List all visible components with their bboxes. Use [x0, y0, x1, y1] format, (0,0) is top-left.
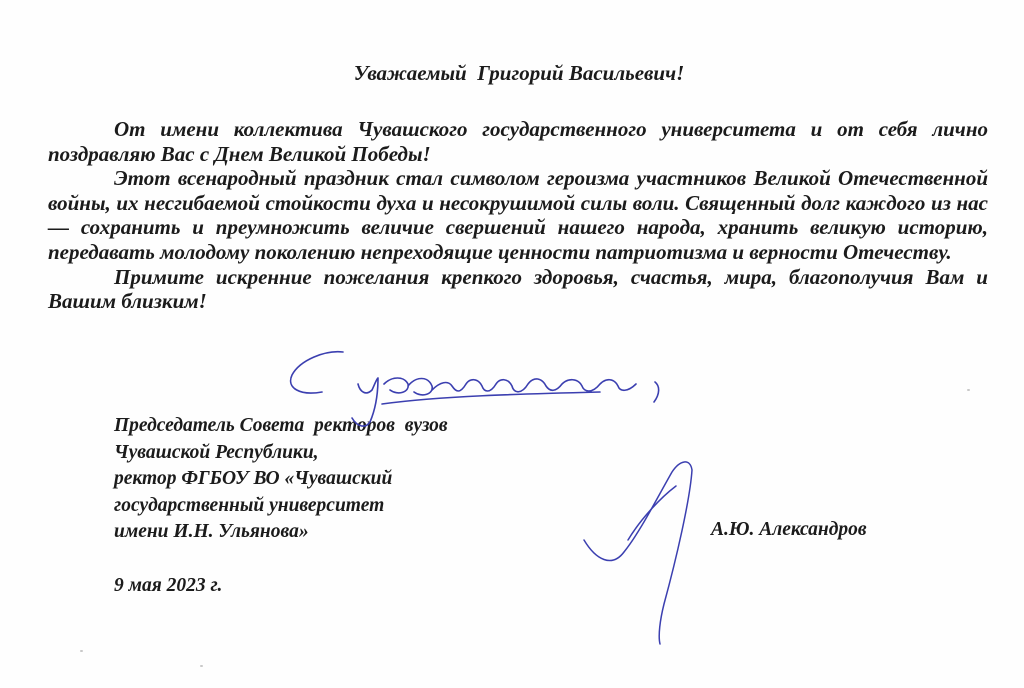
- paragraph-congratulation: От имени коллектива Чувашского государственного университета и от себя лично поздравляю Вас с Днем Великой Победы!: [48, 117, 988, 166]
- letter-greeting: Уважаемый Григорий Васильевич!: [353, 61, 685, 85]
- signatory-title-line: Чувашской Республики,: [114, 441, 319, 463]
- letter-body: [48, 117, 988, 314]
- paper-speck: [967, 389, 970, 391]
- signature-mark: [584, 462, 692, 644]
- signatory-title-line: имени И.Н. Ульянова»: [114, 521, 309, 542]
- signatory-title: [114, 413, 448, 546]
- signatory-title-line: ректор ФГБОУ ВО «Чувашский: [114, 468, 393, 489]
- paragraph-wishes: Примите искренние пожелания крепкого здоровья, счастья, мира, благополучия Вам и Вашим близким!: [48, 264, 988, 314]
- signatory-title-line: Председатель Совета ректоров вузов: [114, 415, 448, 436]
- paper-speck: [80, 650, 83, 652]
- signatory-title-line: государственный университет: [114, 494, 385, 516]
- letter-date: 9 мая 2023 г.: [114, 575, 223, 596]
- signer-name: А.Ю. Александров: [711, 519, 867, 540]
- paper-speck: [200, 665, 203, 667]
- paragraph-holiday-meaning: Этот всенародный праздник стал символом героизма участников Великой Отечественной войны, их несгибаемой стойкости духа и несокрушимой силы воли. Священный долг каждого из нас — сохранить и преумножить величие свершений нашего народа, хранить великую историю, передавать молодому поколению непреходящие ценности патриотизма и верности Отечеству.: [48, 166, 988, 264]
